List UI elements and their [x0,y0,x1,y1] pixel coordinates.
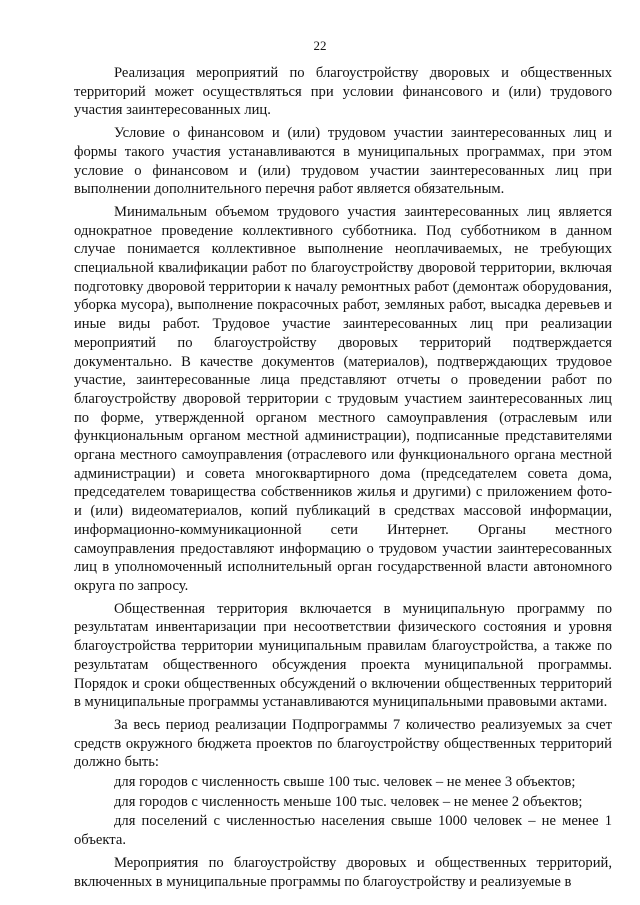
paragraph-project-count-intro: За весь период реализации Подпрограммы 7 количество реализуемых за счет средств окружного бюджета проектов по благоустройству общественных территорий должно быть: [74,716,612,771]
paragraph-measures-continued: Мероприятия по благоустройству дворовых и общественных территорий, включенных в муниципальные программы по благоустройству и реализуемые в [74,854,612,890]
paragraph-labor-participation: Минимальным объемом трудового участия заинтересованных лиц является однократное проведение коллективного субботника. Под субботником в данном случае понимается коллективное выполнение неоплачиваемых, не требующих специальной квалификации работ по благоустройству дворовой территории, включая подготовку дворовой территории к началу ремонтных работ (демонтаж оборудования, уборка мусора), выполнение покрасочных работ, земляных работ, высадка деревьев и иные виды работ. Трудовое участие заинтересованных лиц при реализации мероприятий по благоустройству дворовых территорий подтверждается документально. В качестве документов (материалов), подтверждающих трудовое участие, заинтересованные лица представляют отчеты о проведении работ по благоустройству дворовой территории с трудовым участием заинтересованных лиц по форме, утвержденной органом местного самоуправления (отраслевым или функциональным органом местной администрации), подписанные представителями органа местного самоуправления (отраслевого или функционального органа местной администрации) и совета многоквартирного дома (председателем совета дома, председателем товарищества собственников жилья и другими) с приложением фото- и (или) видеоматериалов, копий публикаций в средствах массовой информации, информационно-коммуникационной сети Интернет. Органы местного самоуправления предоставляют информацию о трудовом участии заинтересованных лиц в уполномоченный исполнительный орган государственной власти автономного округа по запросу. [74,203,612,594]
list-item-cities-over-100k: для городов с численность свыше 100 тыс. человек – не менее 3 объектов; [114,774,576,791]
page-number: 22 [313,38,327,53]
paragraph-improvement-implementation: Реализация мероприятий по благоустройству дворовых и общественных территорий может осуществляться при условии финансового и (или) трудового участия заинтересованных лиц. [74,65,612,119]
paragraph-public-territory: Общественная территория включается в муниципальную программу по результатам инвентаризации при несоответствии физического состояния и уровня благоустройства территории муниципальным правилам благоустройства, а также по результатам общественного обсуждения проекта муниципальной программы. Порядок и сроки общественных обсуждений о включении общественных территорий в муниципальные программы устанавливаются муниципальными правовыми актами. [74,600,612,711]
paragraph-participation-conditions: Условие о финансовом и (или) трудовом участии заинтересованных лиц и формы такого участия устанавливаются в муниципальных программах, при этом условие о финансовом и (или) трудовом участии заинтересованных лиц при выполнении дополнительного перечня работ является обязательным. [74,125,612,198]
document-body [74,64,612,895]
list-item-settlements-over-1000: для поселений с численностью населения свыше 1000 человек – не менее 1 объекта. [74,813,612,849]
list-item-cities-under-100k: для городов с численность меньше 100 тыс. человек – не менее 2 объектов; [114,793,583,810]
